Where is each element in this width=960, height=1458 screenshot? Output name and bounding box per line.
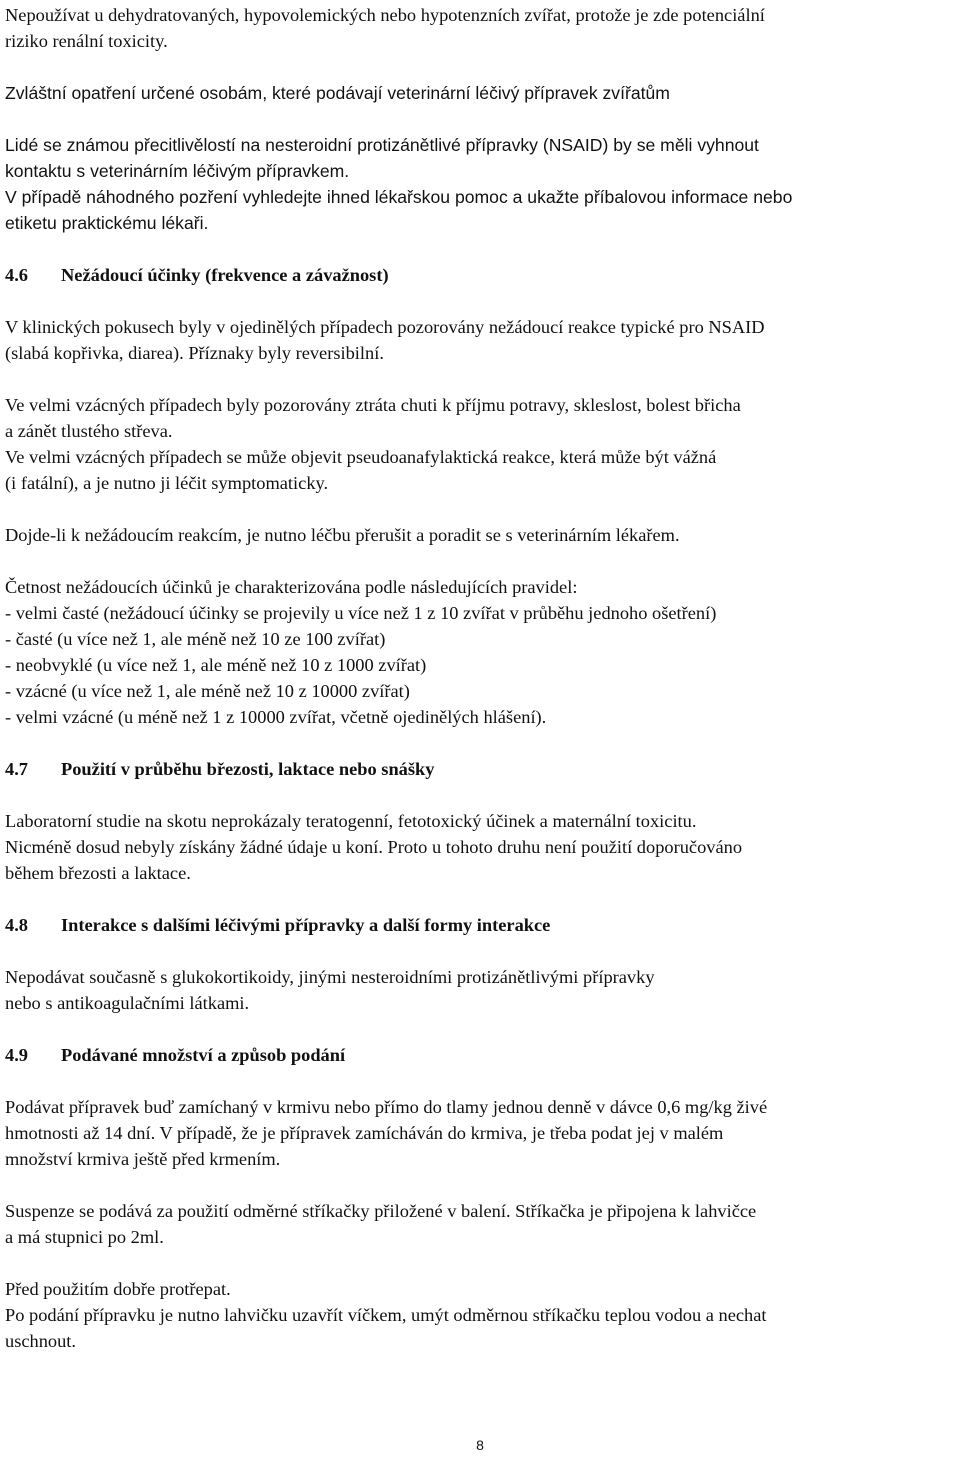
special-paragraph-1-line-2: kontaktu s veterinárním léčivým přípravkem. bbox=[5, 161, 350, 181]
frequency-item: - neobvyklé (u více než 1, ale méně než 10 z 1000 zvířat) bbox=[5, 655, 427, 675]
frequency-item: - velmi časté (nežádoucí účinky se projevily u více než 1 z 10 zvířat v průběhu jednoho ošetření) bbox=[5, 603, 717, 623]
section-4-7-heading bbox=[5, 756, 960, 782]
s49-paragraph-1-line-1: Podávat přípravek buď zamíchaný v krmivu nebo přímo do tlamy jednou denně v dávce 0,6 mg/kg živé bbox=[5, 1097, 768, 1117]
frequency-item: - vzácné (u více než 1, ale méně než 10 z 10000 zvířat) bbox=[5, 681, 410, 701]
s48-line-2: nebo s antikoagulačními látkami. bbox=[5, 993, 250, 1013]
s48-line-1: Nepodávat současně s glukokortikoidy, jinými nesteroidními protizánětlivými přípravky bbox=[5, 967, 655, 987]
frequency-intro: Četnost nežádoucích účinků je charakterizována podle následujících pravidel: bbox=[5, 577, 578, 597]
s46-paragraph-2-line-2: a zánět tlustého střeva. bbox=[5, 421, 173, 441]
s46-paragraph-3-line-2: (i fatální), a je nutno ji léčit symptomaticky. bbox=[5, 473, 329, 493]
special-paragraph-2-line-2: etiketu praktickému lékaři. bbox=[5, 213, 209, 233]
section-4-7-number: 4.7 bbox=[5, 759, 28, 779]
section-4-6-number: 4.6 bbox=[5, 265, 28, 285]
special-paragraph-2-line-1: V případě náhodného pozření vyhledejte ihned lékařskou pomoc a ukažte příbalovou informace nebo bbox=[5, 187, 793, 207]
s46-paragraph-2-line-1: Ve velmi vzácných případech byly pozorovány ztráta chuti k příjmu potravy, skleslost, bolest břicha bbox=[5, 395, 741, 415]
section-4-8-title: Interakce s dalšími léčivými přípravky a další formy interakce bbox=[61, 915, 551, 935]
s46-paragraph-3-line-1: Ve velmi vzácných případech se může objevit pseudoanafylaktická reakce, která může být vážná bbox=[5, 447, 717, 467]
section-4-9-heading bbox=[5, 1042, 960, 1068]
s46-paragraph-1-line-2: (slabá kopřivka, diarea). Příznaky byly reversibilní. bbox=[5, 343, 384, 363]
section-4-8-number: 4.8 bbox=[5, 915, 28, 935]
frequency-item: - časté (u více než 1, ale méně než 10 ze 100 zvířat) bbox=[5, 629, 386, 649]
s49-paragraph-1-line-2: hmotnosti až 14 dní. V případě, že je přípravek zamícháván do krmiva, je třeba podat jej v malém bbox=[5, 1123, 724, 1143]
s46-paragraph-4: Dojde-li k nežádoucím reakcím, je nutno léčbu přerušit a poradit se s veterinárním lékařem. bbox=[5, 525, 680, 545]
s49-paragraph-2-line-2: a má stupnici po 2ml. bbox=[5, 1227, 164, 1247]
section-4-8-heading bbox=[5, 912, 960, 938]
section-4-9-title: Podávané množství a způsob podání bbox=[61, 1045, 346, 1065]
section-4-7-title: Použití v průběhu březosti, laktace nebo snášky bbox=[61, 759, 435, 779]
section-4-9-number: 4.9 bbox=[5, 1045, 28, 1065]
page-number: 8 bbox=[476, 1437, 484, 1453]
intro-line-2: riziko renální toxicity. bbox=[5, 31, 168, 51]
s49-paragraph-3: Před použitím dobře protřepat. bbox=[5, 1279, 231, 1299]
section-4-6-heading bbox=[5, 262, 960, 288]
s47-line-2: Nicméně dosud nebyly získány žádné údaje u koní. Proto u tohoto druhu není použití doporučováno bbox=[5, 837, 743, 857]
s49-paragraph-4-line-1: Po podání přípravku je nutno lahvičku uzavřít víčkem, umýt odměrnou stříkačku teplou vodou a nechat bbox=[5, 1305, 767, 1325]
frequency-item: - velmi vzácné (u méně než 1 z 10000 zvířat, včetně ojedinělých hlášení). bbox=[5, 707, 547, 727]
section-4-6-title: Nežádoucí účinky (frekvence a závažnost) bbox=[61, 265, 389, 285]
s46-paragraph-1-line-1: V klinických pokusech byly v ojedinělých případech pozorovány nežádoucí reakce typické pro NSAID bbox=[5, 317, 765, 337]
special-paragraph-1-line-1: Lidé se známou přecitlivělostí na nesteroidní protizánětlivé přípravky (NSAID) by se měli vyhnout bbox=[5, 135, 759, 155]
s49-paragraph-2-line-1: Suspenze se podává za použití odměrné stříkačky přiložené v balení. Stříkačka je připojena k lahvičce bbox=[5, 1201, 757, 1221]
s47-line-1: Laboratorní studie na skotu neprokázaly teratogenní, fetotoxický účinek a maternální toxicitu. bbox=[5, 811, 697, 831]
intro-line-1: Nepoužívat u dehydratovaných, hypovolemických nebo hypotenzních zvířat, protože je zde potenciální bbox=[5, 5, 765, 25]
s49-paragraph-4-line-2: uschnout. bbox=[5, 1331, 77, 1351]
special-precautions-section bbox=[5, 80, 960, 236]
document-page bbox=[5, 2, 960, 1354]
s49-paragraph-1-line-3: množství krmiva ještě před krmením. bbox=[5, 1149, 281, 1169]
special-precautions-title: Zvláštní opatření určené osobám, které podávají veterinární léčivý přípravek zvířatům bbox=[5, 83, 670, 103]
s47-line-3: během březosti a laktace. bbox=[5, 863, 191, 883]
